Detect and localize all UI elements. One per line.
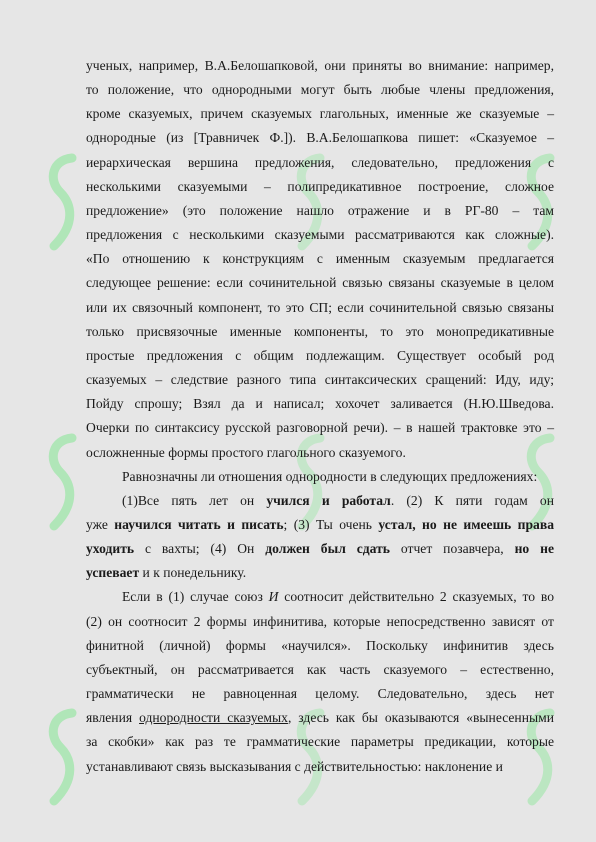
- text-run: Пойду спрошу; Взял да и написал; хохочет заливается (Н.Ю.Шведова.: [86, 396, 554, 412]
- text-run: иерархическая вершина предложения, следовательно, предложения с: [86, 154, 554, 170]
- text-run: Если в (1) случае союз: [122, 589, 269, 605]
- text-run: кроме сказуемых, причем сказуемых глагольных, именные же сказуемые –: [86, 106, 554, 122]
- text-run: (2) он соотносит 2 формы инфинитива, которые непосредственно зависят от: [86, 613, 554, 629]
- text-line: [86, 465, 554, 489]
- text-line: [86, 392, 554, 416]
- text-run: устанавливают связь высказывания с действительностью: наклонение и: [86, 758, 503, 774]
- text-line: [86, 223, 554, 247]
- text-run: грамматически не равноценная целому. Следовательно, здесь нет: [86, 686, 554, 702]
- text-line: [86, 199, 554, 223]
- text-line: [86, 271, 554, 295]
- paragraph-examples: [86, 489, 554, 586]
- text-line: [86, 682, 554, 706]
- text-run: или их связочный компонент, то это СП; если сочинительной связью связаны: [86, 299, 554, 315]
- text-line: [86, 489, 554, 513]
- text-run: , здесь как бы оказываются «вынесенными: [287, 710, 554, 726]
- watermark-s-icon: [42, 705, 82, 815]
- text-line: [86, 54, 554, 78]
- text-line: [86, 755, 554, 779]
- text-run-b: учился и работал: [266, 492, 391, 508]
- paragraph-question: [86, 465, 554, 489]
- text-run: за скобки» как раз те грамматические параметры предикации, которые: [86, 734, 554, 750]
- document-body: [86, 54, 554, 779]
- text-run: «По отношению к конструкциям с именным сказуемым предлагается: [86, 251, 554, 267]
- text-run: простые предложения с общим подлежащим. Существует особый род: [86, 347, 554, 363]
- watermark-s-icon: [42, 150, 82, 260]
- watermark-s-icon: [42, 430, 82, 540]
- text-run: следующее решение: если сочинительной связью связаны сказуемые в целом: [86, 275, 554, 291]
- text-line: [86, 296, 554, 320]
- text-run: уже: [86, 516, 115, 532]
- text-line: [86, 175, 554, 199]
- text-run: явления: [86, 710, 140, 726]
- text-run: только присвязочные именные компоненты, то это монопредикативные: [86, 323, 554, 339]
- text-line: [86, 247, 554, 271]
- text-line: [86, 658, 554, 682]
- text-run-b: устал, но не имеешь права: [378, 516, 554, 532]
- text-line: [86, 344, 554, 368]
- text-line: [86, 610, 554, 634]
- text-run: осложненные формы простого глагольного сказуемого.: [86, 444, 406, 460]
- text-run: Очерки по синтаксису русской разговорной речи). – в нашей трактовке это –: [86, 420, 554, 436]
- text-run-b: но не: [514, 541, 554, 557]
- text-line: [86, 368, 554, 392]
- text-line: [86, 102, 554, 126]
- text-run: однородные (из [Травничек Ф.]). В.А.Белошапкова пишет: «Сказуемое –: [86, 130, 554, 146]
- text-run: ученых, например, В.А.Белошапковой, они приняты во внимание: например,: [86, 58, 554, 73]
- text-line: [86, 441, 554, 465]
- paragraph-continuation: [86, 54, 554, 465]
- text-run: (1)Все пять лет он: [122, 492, 267, 508]
- text-line: [86, 78, 554, 102]
- text-run-b: должен был сдать: [265, 541, 390, 557]
- text-run: с вахты; (4) Он: [134, 541, 266, 557]
- text-run: финитной (личной) формы «научился». Поскольку инфинитив здесь: [86, 637, 554, 653]
- text-line: [86, 126, 554, 150]
- text-run-b: уходить: [86, 541, 135, 557]
- text-run: предложение» (это положение нашло отражение и в РГ-80 – там: [86, 202, 554, 218]
- text-run: то положение, что однородными могут быть любые члены предложения,: [86, 82, 554, 98]
- paragraph-analysis: [86, 585, 554, 778]
- text-run: отчет позавчера,: [389, 541, 515, 557]
- text-run: и к понедельнику.: [139, 565, 247, 581]
- text-run-i: И: [268, 589, 279, 605]
- text-line: [86, 320, 554, 344]
- text-line: [86, 151, 554, 175]
- text-run: субъектный, он рассматривается как часть сказуемого – естественно,: [86, 661, 554, 677]
- text-run: предложения с несколькими сказуемыми рассматриваются как сложные).: [86, 227, 554, 243]
- text-run: . (2) К пяти годам он: [390, 492, 554, 508]
- text-line: [86, 706, 554, 730]
- text-run: Равнозначны ли отношения однородности в следующих предложениях:: [122, 468, 538, 484]
- text-run-u: однородности сказуемых: [139, 710, 288, 726]
- text-line: [86, 730, 554, 754]
- text-line: [86, 537, 554, 561]
- text-line: [86, 513, 554, 537]
- text-line: [86, 585, 554, 609]
- text-run-b: научился читать и писать: [114, 516, 284, 532]
- text-run: ; (3) Ты очень: [283, 516, 379, 532]
- text-line: [86, 561, 554, 585]
- text-run: несколькими сказуемыми – полипредикативное построение, сложное: [86, 178, 554, 194]
- text-line: [86, 634, 554, 658]
- text-run: соотносит действительно 2 сказуемых, то во: [278, 589, 554, 605]
- text-run: сказуемых – следствие разного типа синтаксических сращений: Иду, иду;: [86, 372, 554, 388]
- text-run-b: успевает: [86, 565, 140, 581]
- text-line: [86, 416, 554, 440]
